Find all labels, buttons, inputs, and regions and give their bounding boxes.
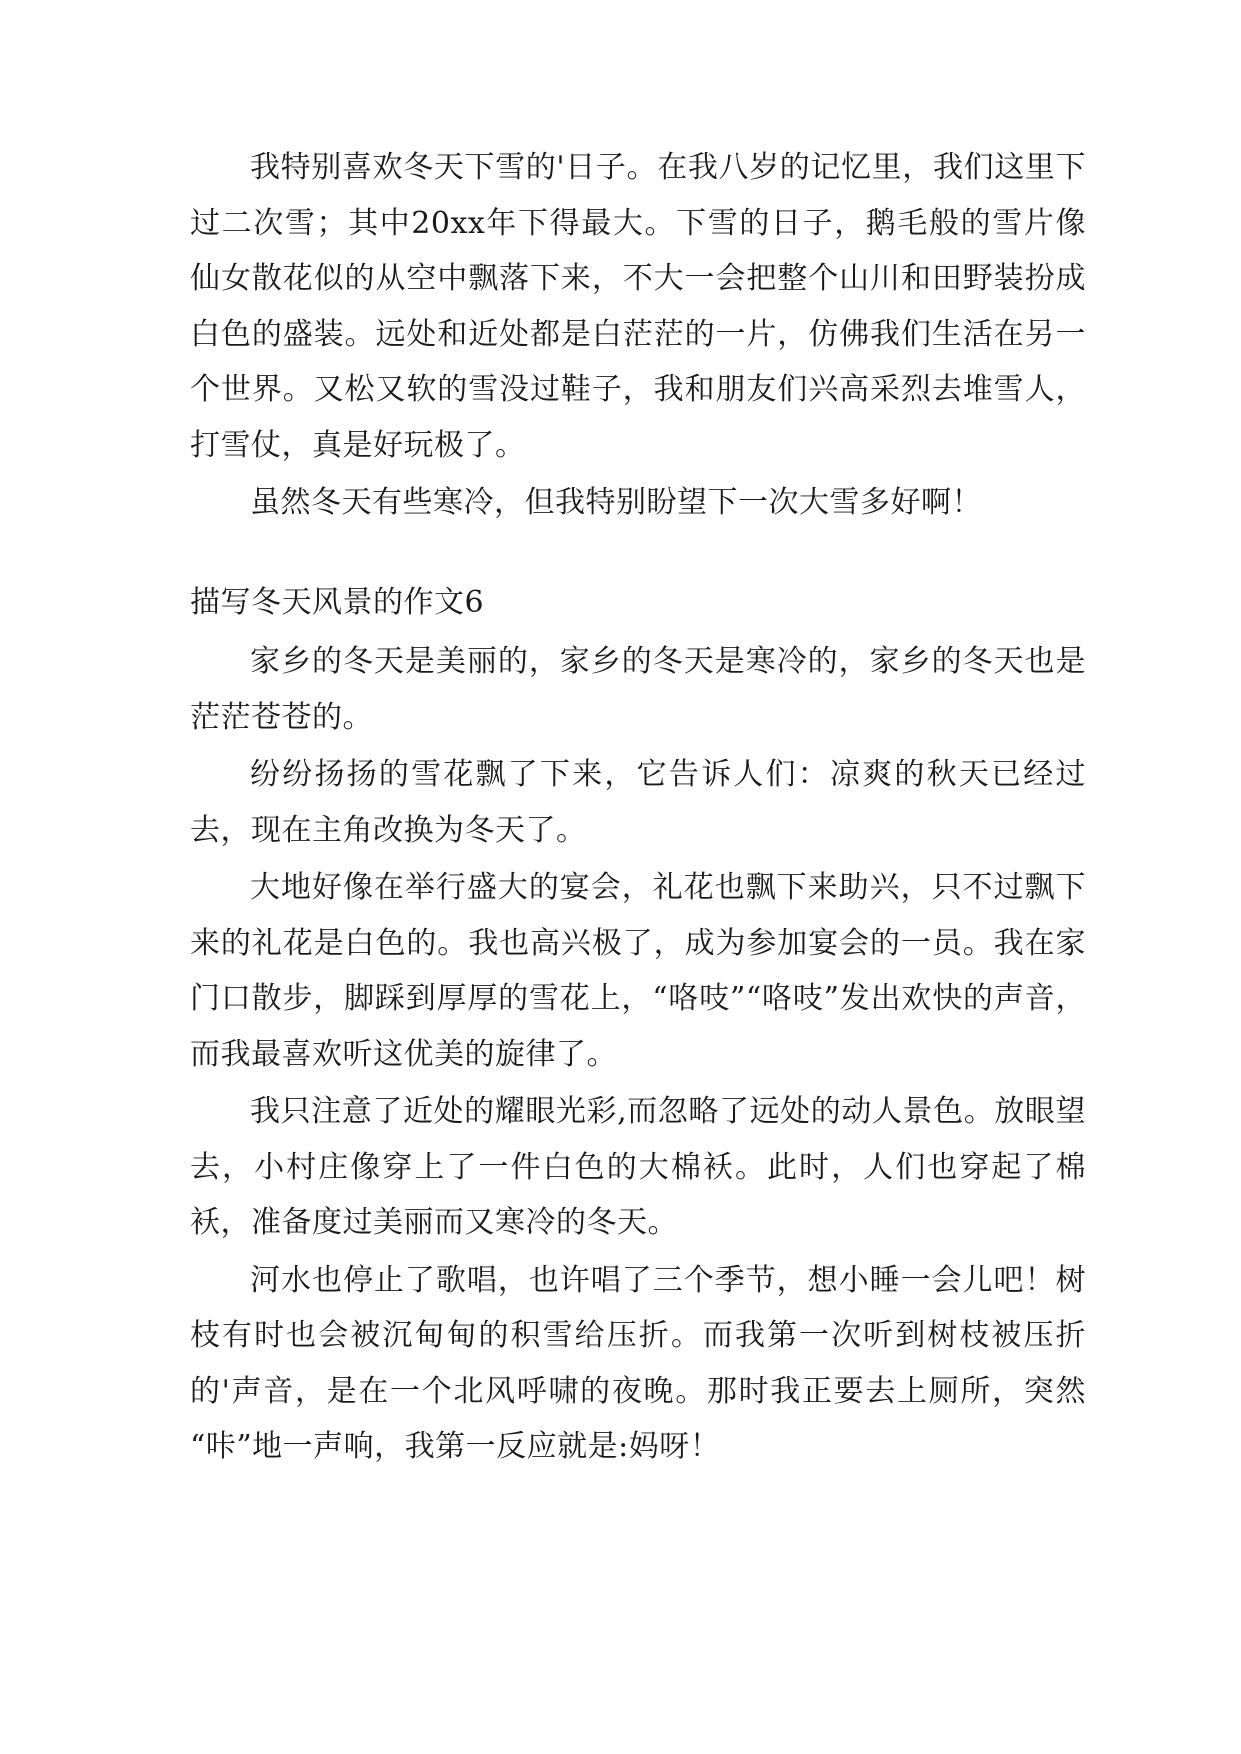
- section-heading: 描写冬天风景的作文6: [190, 584, 485, 620]
- paragraph: 家乡的冬天是美丽的，家乡的冬天是寒冷的，家乡的冬天也是茫茫苍苍的。: [190, 644, 1086, 735]
- document-body: [190, 140, 1086, 1475]
- paragraph: 大地好像在举行盛大的宴会，礼花也飘下来助兴，只不过飘下来的礼花是白色的。我也高兴极了，成为参加宴会的一员。我在家门口散步，脚踩到厚厚的雪花上，“咯吱”“咯吱”发出欢快的声音，而我最喜欢听这优美的旋律了。: [190, 870, 1086, 1072]
- paragraph: 河水也停止了歌唱，也许唱了三个季节，想小睡一会儿吧！树枝有时也会被沉甸甸的积雪给压折。而我第一次听到树枝被压折的'声音，是在一个北风呼啸的夜晚。那时我正要去上厕所，突然“咔”地一声响，我第一反应就是:妈呀！: [190, 1262, 1086, 1464]
- paragraph: 我特别喜欢冬天下雪的'日子。在我八岁的记忆里，我们这里下过二次雪；其中20xx年下得最大。下雪的日子，鹅毛般的雪片像仙女散花似的从空中飘落下来，不大一会把整个山川和田野装扮成白色的盛装。远处和近处都是白茫茫的一片，仿佛我们生活在另一个世界。又松又软的雪没过鞋子，我和朋友们兴高采烈去堆雪人，打雪仗，真是好玩极了。: [190, 150, 1086, 463]
- paragraph: 虽然冬天有些寒冷，但我特别盼望下一次大雪多好啊！: [250, 485, 982, 520]
- paragraph: 纷纷扬扬的雪花飘了下来，它告诉人们：凉爽的秋天已经过去，现在主角改换为冬天了。: [190, 757, 1086, 848]
- paragraph: 我只注意了近处的耀眼光彩,而忽略了远处的动人景色。放眼望去，小村庄像穿上了一件白色的大棉袄。此时，人们也穿起了棉袄，准备度过美丽而又寒冷的冬天。: [190, 1094, 1086, 1240]
